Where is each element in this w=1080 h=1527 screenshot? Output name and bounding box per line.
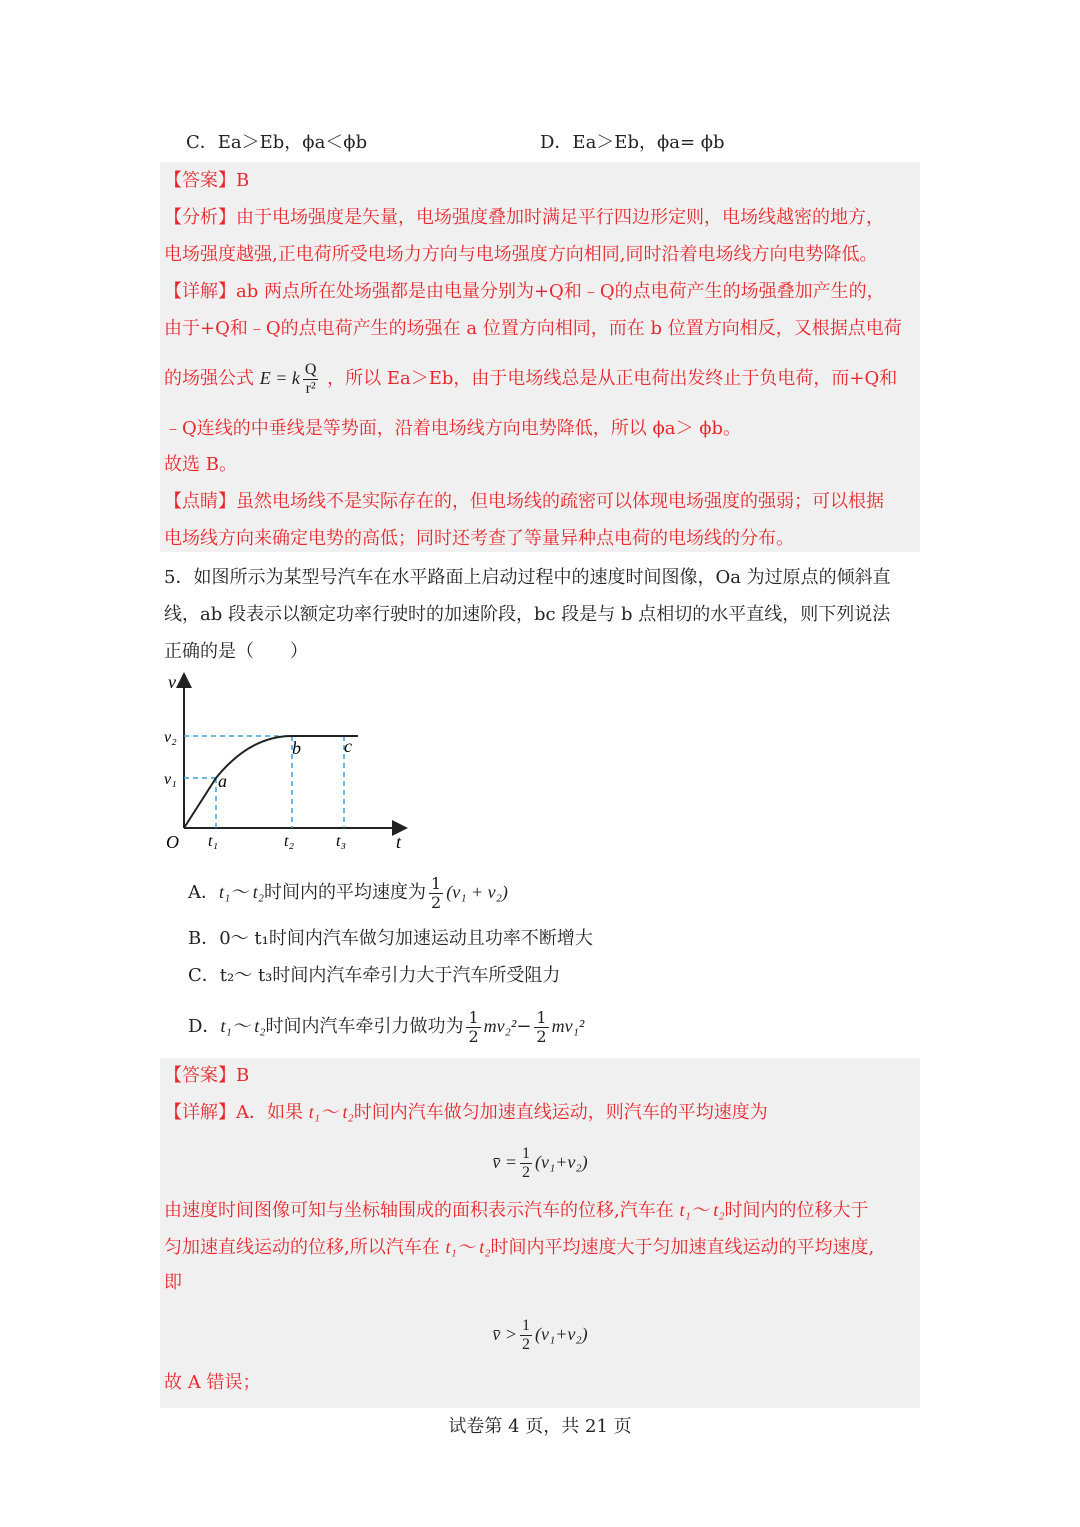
q5-answer: 【答案】B [164,1065,250,1086]
q4-answer: 【答案】B [164,170,250,191]
t1-label: t₁ [208,833,219,850]
velocity-curve [184,736,358,828]
point-a-label: a [218,771,227,791]
q5-stem-2: 线，ab 段表示以额定功率行驶时的加速阶段，bc 段是与 b 点相切的水平直线，则下列说法 [164,604,891,625]
point-b-label: b [292,738,301,758]
q4-detail-2: 由于+Q和﹣Q的点电荷产生的场强在 a 位置方向相同，而在 b 位置方向相反，又根据点电荷 [164,318,902,339]
t2-label: t₂ [284,833,295,850]
velocity-time-graph [160,668,420,858]
q5-detail-2: 由速度时间图像可知与坐标轴围成的面积表示汽车的位移,汽车在 t₁～ t₂时间内的位移大于 [164,1200,869,1221]
y-axis-label: v [168,672,176,692]
q5-stem-1: 5．如图所示为某型号汽车在水平路面上启动过程中的速度时间图像，Oa 为过原点的倾斜直 [164,567,891,588]
q5-option-b: B．0～ t₁时间内汽车做匀加速运动且功率不断增大 [188,928,593,949]
q4-detail-3: 的场强公式 E = k $\frac{Q}{\text{r²}}$ ，所以 Ea＞Eb，由于电场线总是从正电荷出发终止于负电荷，而+Q和 [164,361,898,398]
v1-label: v₁ [164,771,177,788]
q4-detail-1: 【详解】ab 两点所在处场强都是由电量分别为+Q和﹣Q的点电荷产生的场强叠加产生的， [164,281,885,302]
q5-option-d: D．t₁～ t₂时间内汽车牵引力做功为 $\frac{1}{2}$ mv₂²− $\frac{1}{2}$ mv₁² [188,1007,585,1046]
q5-option-a: A．t₁～ t₂时间内的平均速度为 $\frac{1}{2}$ (v₁ + v₂) [188,873,508,912]
equation-1: v̄ = $\frac{1}{2}$ (v₁+v₂) [492,1145,588,1182]
equation-2: v̄ > $\frac{1}{2}$ (v₁+v₂) [492,1317,588,1354]
q4-analysis-1: 【分析】由于电场强度是矢量，电场强度叠加时满足平行四边形定则，电场线越密的地方， [164,207,884,228]
q4-analysis-2: 电场强度越强,正电荷所受电场力方向与电场强度方向相同,同时沿着电场线方向电势降低。 [164,244,878,265]
page-footer: 试卷第 4 页，共 21 页 [448,1416,632,1437]
q4-detail-5: 故选 B。 [164,454,237,475]
v2-label: v₂ [164,729,177,746]
x-axis-label: t [396,832,402,852]
q4-detail-4: ﹣Q连线的中垂线是等势面，沿着电场线方向电势降低，所以 ϕa＞ ϕb。 [164,418,741,439]
q5-detail-5: 故 A 错误； [164,1372,261,1393]
q5-option-c: C．t₂～ t₃时间内汽车牵引力大于汽车所受阻力 [188,965,561,986]
t3-label: t₃ [336,833,347,850]
point-c-label: c [344,736,352,756]
q5-detail-4: 即 [164,1272,182,1293]
q4-comment-1: 【点睛】虽然电场线不是实际存在的，但电场线的疏密可以体现电场强度的强弱；可以根据 [164,491,884,512]
origin-label: O [166,832,179,852]
option-d: D．Ea＞Eb，ϕa= ϕb [540,132,725,153]
q5-detail-1: 【详解】A．如果 t₁～ t₂时间内汽车做匀加速直线运动，则汽车的平均速度为 [164,1102,768,1123]
option-c: C．Ea＞Eb，ϕa＜ϕb [186,132,368,153]
q5-detail-3: 匀加速直线运动的位移,所以汽车在 t₁～ t₂时间内平均速度大于匀加速直线运动的平均速度, [164,1237,875,1258]
q5-stem-3: 正确的是（ ） [164,641,308,662]
q4-comment-2: 电场线方向来确定电势的高低；同时还考查了等量异种点电荷的电场线的分布。 [164,528,794,549]
